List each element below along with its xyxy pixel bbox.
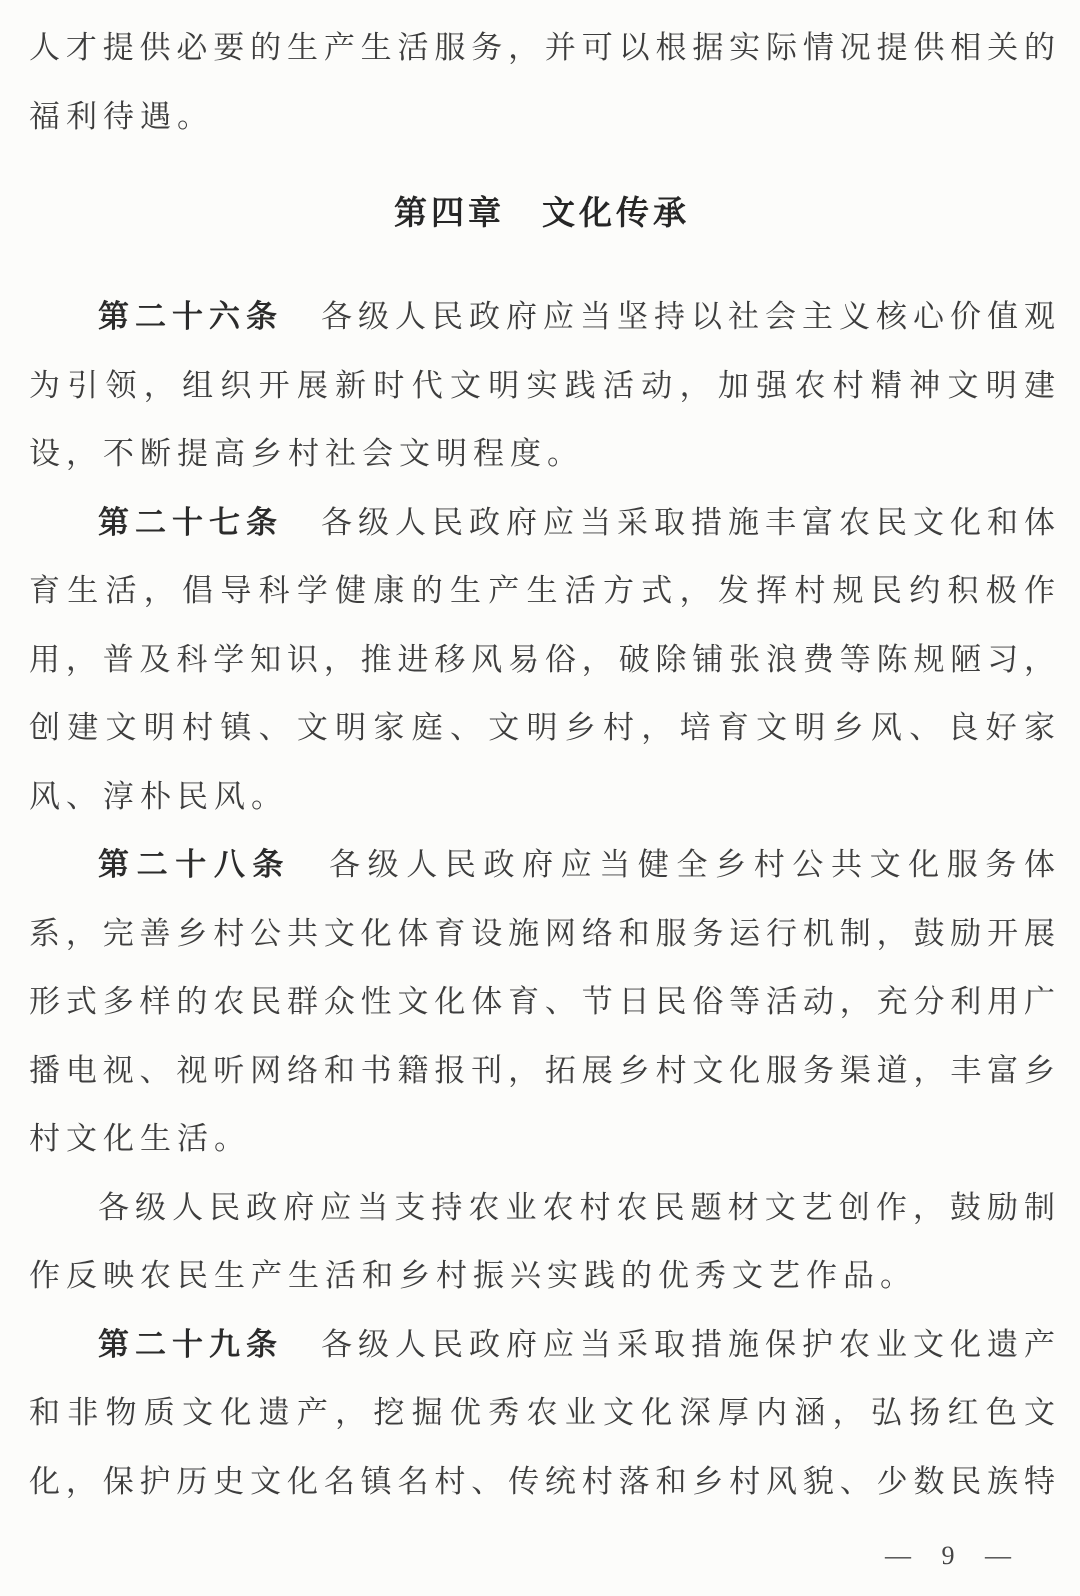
text-line: 人才提供必要的生产生活服务，并可以根据实际情况提供相关的 [29,30,1055,65]
text-line: 化，保护历史文化名镇名村、传统村落和乡村风貌、少数民族特 [29,1463,1055,1499]
text-line: 为引领，组织开展新时代文明实践活动，加强农村精神文明建 [29,367,1055,403]
article-number: 第二十七条 [98,504,283,541]
article-number: 第二十六条 [98,299,283,335]
text-line: 村文化生活。 [29,1121,251,1156]
text-line: 和非物质文化遗产，挖掘优秀农业文化深厚内涵，弘扬红色文 [29,1395,1055,1430]
text-line: 播电视、视听网络和书籍报刊，拓展乡村文化服务渠道，丰富乡 [29,1052,1055,1088]
article-text: 各级人民政府应当采取措施丰富农民文化和体 [321,504,1055,540]
document-body [29,283,1055,1516]
text-line: 用，普及科学知识，推进移风易俗，破除铺张浪费等陈规陋习， [29,641,1055,677]
article-text: 各级人民政府应当健全乡村公共文化服务体 [329,847,1056,882]
text-line: 风、淳朴民风。 [29,778,288,814]
text-line: 福利待遇。 [29,98,214,134]
text-line: 创建文明村镇、文明家庭、文明乡村，培育文明乡风、良好家 [29,710,1055,745]
article-number: 第二十九条 [98,1326,283,1363]
article-opening-line [29,1311,1055,1380]
text-line: 系，完善乡村公共文化体育设施网络和服务运行机制，鼓励开展 [29,915,1055,951]
page-number: — 9 — [885,1541,1023,1570]
text-line: 形式多样的农民群众性文化体育、节日民俗等活动，充分利用广 [29,984,1055,1019]
article-opening-line [29,283,1055,352]
article-text: 各级人民政府应当采取措施保护农业文化遗产 [321,1326,1055,1362]
article-number: 第二十八条 [98,847,292,883]
text-line: 育生活，倡导科学健康的生产生活方式，发挥村规民约积极作 [29,573,1055,608]
article-opening-line [29,489,1055,558]
text-line: 设，不断提高乡村社会文明程度。 [29,436,584,471]
article-text: 各级人民政府应当坚持以社会主义核心价值观 [321,299,1055,334]
text-line: 作反映农民生产生活和乡村振兴实践的优秀文艺作品。 [29,1258,917,1293]
article-opening-line [29,831,1055,900]
chapter-heading: 第四章 文化传承 [394,193,690,232]
paragraph-opening-line: 各级人民政府应当支持农业农村农民题材文艺创作，鼓励制 [98,1189,1055,1225]
